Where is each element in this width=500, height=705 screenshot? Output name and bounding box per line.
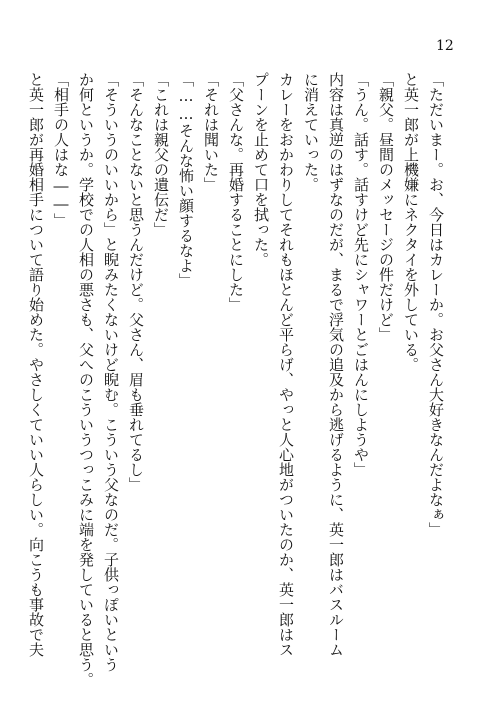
text-line: 「……そんな怖い顔するなよ」 (177, 72, 195, 288)
text-line: 「相手の人はな――」 (52, 72, 70, 228)
text-line: カレーをおかわりしてそれもほとんど平らげ、やっと人心地がついたのか、英一郎はス (277, 72, 295, 657)
page-number: 12 (436, 38, 454, 54)
body-text (23, 72, 448, 687)
text-line: に消えていった。 (302, 72, 320, 192)
text-line: 「父さんな。再婚することにした」 (227, 72, 245, 312)
text-line: か何というか。学校での人相の悪さも、父へのこういうつっこみに端を発していると思う。 (77, 72, 95, 687)
text-line: 「そんなことないと思うんだけど。父さん、眉も垂れてるし」 (127, 72, 145, 492)
text-line: 「ただいまー。お、今日はカレーか。お父さん大好きなんだよなぁ」 (427, 72, 445, 537)
text-line: 「うん。話す。話すけど先にシャワーとごはんにしようや」 (352, 72, 370, 477)
text-line: 「親父。昼間のメッセージの件だけど」 (377, 72, 395, 342)
text-line: 「それは聞いた」 (202, 72, 220, 192)
text-line: プーンを止めて口を拭った。 (252, 72, 270, 267)
text-line: と英一郎が再婚相手について語り始めた。やさしくていい人らしい。向こうも事故で夫 (27, 72, 45, 657)
text-line: と英一郎が上機嫌にネクタイを外している。 (402, 72, 420, 372)
text-line: 内容は真逆のはずなのだが、まるで浮気の追及から逃げるように、英一郎はバスルーム (327, 72, 345, 657)
text-line: 「そういうのいいから」と睨みたくないけど睨む。こういう父なのだ。子供っぽいという (102, 72, 120, 672)
text-line: 「これは親父の遺伝だ」 (152, 72, 170, 237)
